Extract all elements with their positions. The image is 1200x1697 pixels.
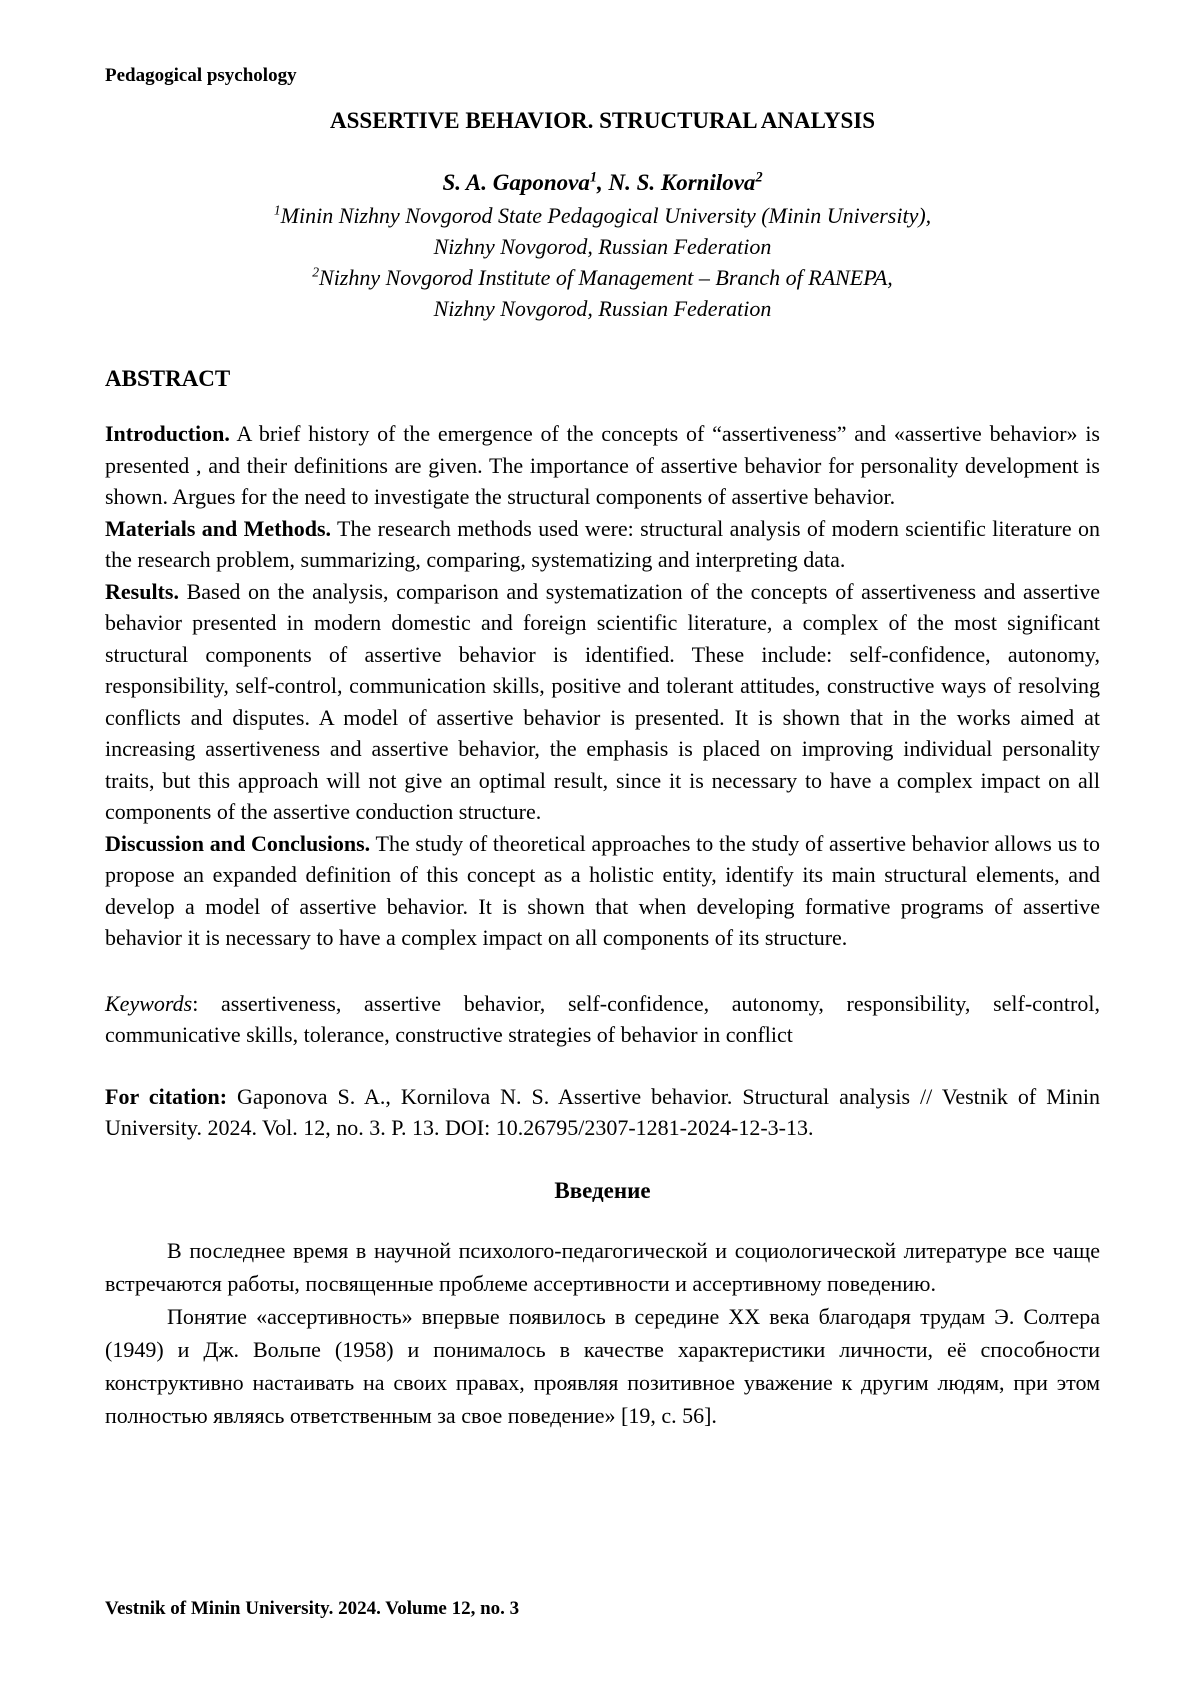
running-head: Pedagogical psychology (105, 65, 297, 86)
section-text-discussion-conclusions: The study of theoretical approaches to the study of assertive behavior allows us to propose an expanded definition of this concept as a holistic entity, identify its main structural elements, and develop a model of assertive behavior. It is shown that when developing formative programs of assertive behavior it is necessary to have a complex impact on all components of its structure. (105, 830, 1100, 950)
affiliation-line-4 (105, 293, 1100, 324)
intro-paragraph-1: В последнее время в научной психолого-педагогической и социологической литературе все чаще встречаются работы, посвященные проблеме ассертивности и ассертивному поведению. (105, 1237, 1100, 1296)
author-2-affiliation-ref: 2 (755, 169, 763, 186)
abstract-section-discussion-conclusions (105, 828, 1100, 954)
citation-paragraph (105, 1081, 1100, 1144)
section-label-discussion-conclusions: Discussion and Conclusions. (105, 830, 371, 856)
affiliation-4-text: Nizhny Novgorod, Russian Federation (433, 296, 772, 321)
affiliation-line-2 (105, 231, 1100, 262)
section-heading-vvedenie: Введение (554, 1177, 651, 1203)
section-label-results: Results. (105, 578, 179, 604)
affiliation-1-text: Minin Nizhny Novgorod State Pedagogical University (Minin University), (280, 203, 932, 228)
section-label-materials-methods: Materials and Methods. (105, 515, 332, 541)
affiliation-line-3 (105, 262, 1100, 293)
affiliation-3-ref: 2 (312, 264, 320, 280)
keywords-label: Keywords (105, 990, 193, 1016)
section-text-results: Based on the analysis, comparison and systematization of the concepts of assertiveness and assertive behavior presented in modern domestic and foreign scientific literature, a complex of the most significant structural components of assertive behavior is identified. These include: self-confidence, autonomy, responsibility, self-control, communication skills, positive and tolerant attitudes, constructive ways of resolving conflicts and disputes. A model of assertive behavior is presented. It is shown that in the works aimed at increasing assertiveness and assertive behavior, the emphasis is placed on improving individual personality traits, but this approach will not give an optimal result, since it is necessary to have a complex impact on all components of the assertive conduction structure. (105, 578, 1100, 824)
article-title: ASSERTIVE BEHAVIOR. STRUCTURAL ANALYSIS (330, 108, 875, 133)
author-2-name: N. S. Kornilova (608, 170, 756, 195)
affiliation-3-text: Nizhny Novgorod Institute of Management – Branch of RANEPA, (319, 265, 893, 290)
abstract-section-materials-methods (105, 513, 1100, 576)
section-label-introduction: Introduction. (105, 421, 230, 446)
affiliation-line-1 (105, 200, 1100, 231)
authors-separator: , (596, 170, 609, 195)
author-1-name: S. A. Gaponova (442, 170, 590, 195)
affiliation-2-text: Nizhny Novgorod, Russian Federation (433, 234, 772, 259)
citation-text: Gaponova S. A., Kornilova N. S. Assertive behavior. Structural analysis // Vestnik of Minin University. 2024. Vol. 12, no. 3. P. 13. DOI: 10.26795/2307-1281-2024-12-3-13. (105, 1083, 1101, 1140)
keywords-paragraph (105, 988, 1100, 1051)
abstract-section-introduction (105, 418, 1100, 513)
keywords-text: : assertiveness, assertive behavior, self-confidence, autonomy, responsibility, self-control, communicative skills, tolerance, constructive strategies of behavior in conflict (105, 990, 1100, 1047)
authors-line (105, 168, 1100, 198)
citation-label: For citation: (105, 1083, 228, 1109)
abstract-section-results (105, 576, 1100, 828)
page-footer: Vestnik of Minin University. 2024. Volume 12, no. 3 (105, 1598, 520, 1619)
section-text-introduction: A brief history of the emergence of the concepts of “assertiveness” and «assertive behavior» is presented , and their definitions are given. The importance of assertive behavior for personality development is shown. Argues for the need to investigate the structural components of assertive behavior. (105, 421, 1100, 509)
section-text-materials-methods: The research methods used were: structural analysis of modern scientific literature on the research problem, summarizing, comparing, systematizing and interpreting data. (105, 515, 1101, 572)
abstract-heading: ABSTRACT (105, 366, 231, 391)
affiliations-block (105, 200, 1100, 324)
page-content (105, 64, 1100, 1432)
intro-paragraph-2: Понятие «ассертивность» впервые появилось в середине XX века благодаря трудам Э. Солтера (1949) и Дж. Вольпе (1958) и понималось в качестве характеристики личности, её способности конструктивно настаивать на своих правах, проявляя позитивное уважение к другим людям, при этом полностью являясь ответственным за свое поведение» [19, с. 56]. (105, 1303, 1100, 1428)
author-1-affiliation-ref: 1 (589, 169, 597, 186)
affiliation-1-ref: 1 (273, 202, 281, 218)
